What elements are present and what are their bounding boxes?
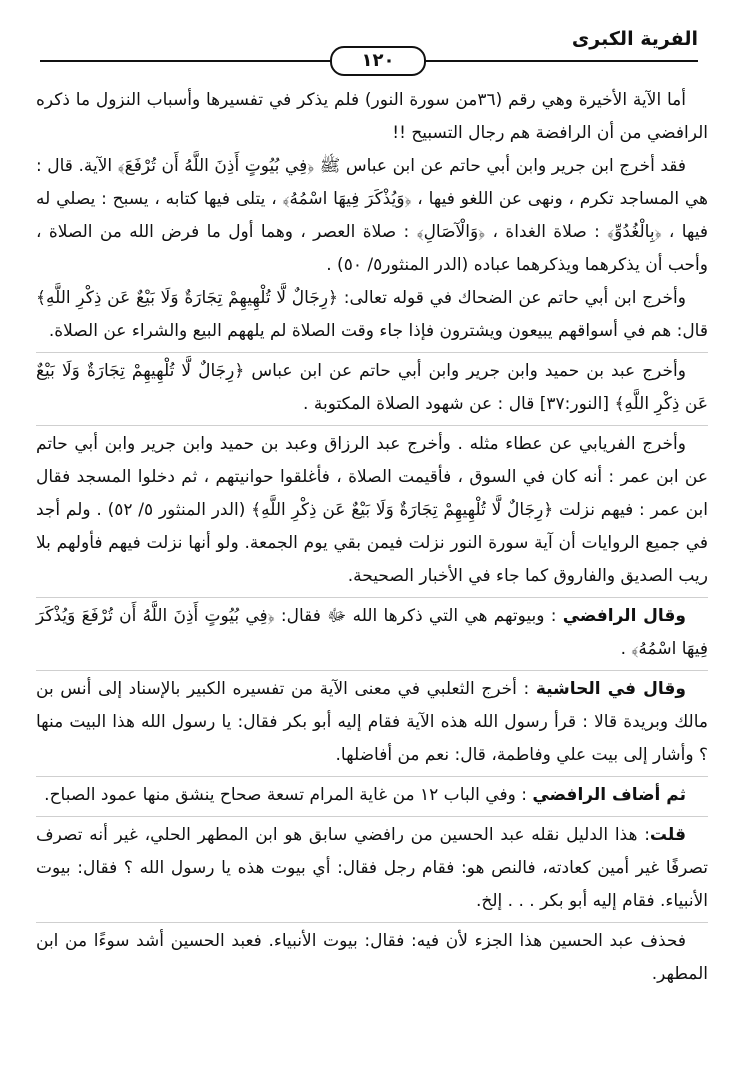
paragraph: ثم أضاف الرافضي : وفي الباب ١٢ من غاية المرام تسعة صحاح ينشق منها عمود الصباح. bbox=[36, 776, 708, 812]
paragraph: وقال الرافضي : وبيوتهم هي التي ذكرها الله ﷻ فقال: ﴿فِي بُيُوتٍ أَذِنَ اللَّهُ أَن تُرْفَعَ وَيُذْكَرَ فِيهَا اسْمُهُ﴾ . bbox=[36, 597, 708, 666]
paragraph-lead: ثم أضاف الرافضي bbox=[532, 785, 686, 805]
body-text bbox=[36, 84, 708, 991]
page-number: ١٢٠ bbox=[330, 46, 426, 76]
paragraph: وأخرج ابن أبي حاتم عن الضحاك في قوله تعالى: ﴿رِجَالٌ لَّا تُلْهِيهِمْ تِجَارَةٌ وَلَا بَيْعٌ عَن ذِكْرِ اللَّهِ﴾ قال: هم في أسواقهم يبيعون ويشترون فإذا جاء وقت الصلاة لم يلههم البيع والشراء عن الصلاة. bbox=[36, 288, 708, 341]
paragraph: وأخرج عبد بن حميد وابن جرير وابن أبي حاتم عن ابن عباس ﴿رِجَالٌ لَّا تُلْهِيهِمْ تِجَارَةٌ وَلَا بَيْعٌ عَن ذِكْرِ اللَّهِ﴾ [النور:٣٧] قال : عن شهود الصلاة المكتوبة . bbox=[36, 352, 708, 421]
paragraph: أما الآية الأخيرة وهي رقم (٣٦من سورة النور) فلم يذكر في تفسيرها وأسباب النزول ما ذكره الرافضي من أن الرافضة هم رجال التسبيح !! bbox=[36, 90, 708, 143]
paragraph: فحذف عبد الحسين هذا الجزء لأن فيه: فقال: بيوت الأنبياء. فعبد الحسين أشد سوءًا من ابن المطهر. bbox=[36, 922, 708, 991]
paragraph: قلت: هذا الدليل نقله عبد الحسين من رافضي سابق هو ابن المطهر الحلي، غير أنه تصرف تصرفًا غير أمين كعادته، فالنص هو: فقام رجل فقال: أي بيوت هذه يا رسول الله ؟ فقال: بيوت الأنبياء. فقام إليه أبو بكر . . . إلخ. bbox=[36, 816, 708, 918]
paragraph-lead: وقال في الحاشية bbox=[535, 679, 686, 699]
paragraph-lead: قلت bbox=[649, 825, 686, 845]
running-title: الفرية الكبرى bbox=[571, 28, 698, 50]
paragraph: وأخرج الفريابي عن عطاء مثله . وأخرج عبد الرزاق وعبد بن حميد وابن جرير وابن أبي حاتم عن ابن عمر : أنه كان في السوق ، فأقيمت الصلاة ، فأغلقوا حوانيتهم ، ثم دخلوا المسجد فقال ابن عمر : فيهم نزلت ﴿رِجَالٌ لَّا تُلْهِيهِمْ تِجَارَةٌ وَلَا بَيْعٌ عَن ذِكْرِ اللَّهِ﴾ (الدر المنثور ٥/ ٥٢) . ولم أجد في جميع الروايات أن آية سورة النور نزلت فيمن بقي يوم الجمعة. ولو أنها نزلت فيهم فأولهم بلا ريب الصديق والفاروق كما جاء في الأخبار الصحيحة. bbox=[36, 425, 708, 593]
paragraph: وقال في الحاشية : أخرج الثعلبي في معنى الآية من تفسيره الكبير بالإسناد إلى أنس بن مالك وبريدة قالا : قرأ رسول الله هذه الآية فقام إليه أبو بكر فقال: يا رسول الله هذا البيت منها ؟ وأشار إلى بيت علي وفاطمة، قال: نعم من أفاضلها. bbox=[36, 670, 708, 772]
page-header bbox=[40, 22, 698, 71]
paragraph: فقد أخرج ابن جرير وابن أبي حاتم عن ابن عباس ﷺ ﴿فِي بُيُوتٍ أَذِنَ اللَّهُ أَن تُرْفَعَ﴾ الآية. قال : هي المساجد تكرم ، ونهى عن اللغو فيها ، ﴿وَيُذْكَرَ فِيهَا اسْمُهُ﴾ ، يتلى فيها كتابه ، يسبح : يصلي له فيها ، ﴿بِالْغُدُوِّ﴾ : صلاة الغداة ، ﴿وَالْآصَالِ﴾ : صلاة العصر ، وهما أول ما فرض الله من الصلاة ، وأحب أن يذكرهما ويذكرهما عباده (الدر المنثور٥/ ٥٠) . bbox=[36, 156, 708, 275]
paragraph-lead: وقال الرافضي bbox=[562, 606, 686, 626]
